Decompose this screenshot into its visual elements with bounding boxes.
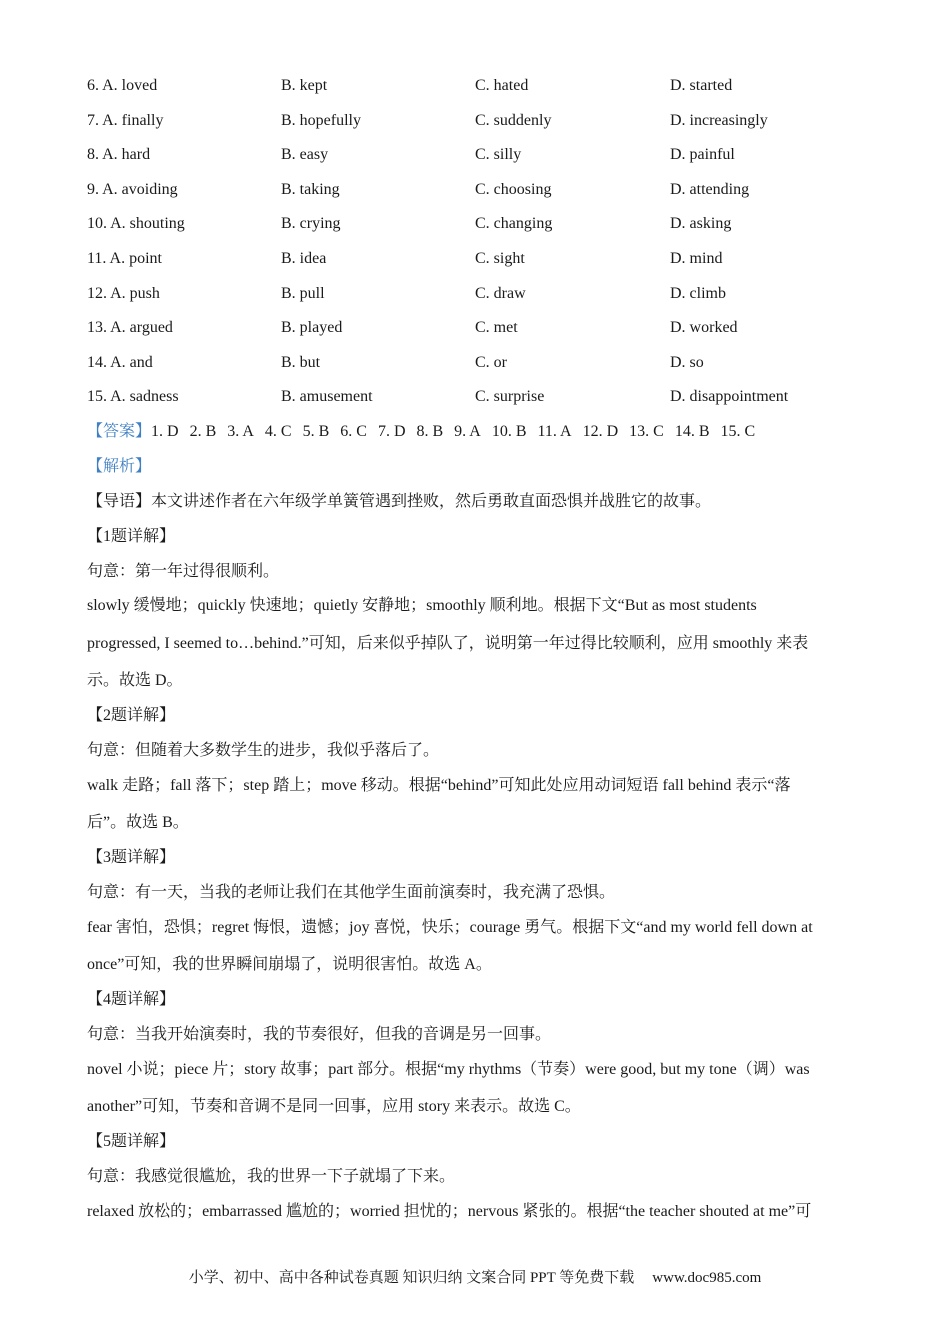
- option-d: D. attending: [670, 180, 750, 198]
- option-a: 15. A. sadness: [87, 388, 179, 406]
- option-a: 9. A. avoiding: [87, 180, 178, 198]
- option-c: C. choosing: [475, 180, 552, 198]
- section-heading: 【2题详解】: [87, 707, 176, 724]
- option-d: D. increasingly: [670, 111, 768, 129]
- option-c: C. surprise: [475, 388, 545, 406]
- text-line: 示。故选 D。: [87, 672, 183, 689]
- option-d: D. climb: [670, 284, 726, 302]
- option-a: 8. A. hard: [87, 146, 151, 164]
- option-b: B. easy: [281, 146, 329, 164]
- option-b: B. idea: [281, 249, 327, 267]
- option-d: D. painful: [670, 146, 735, 164]
- option-b: B. played: [281, 319, 343, 337]
- answer-item: 10. B: [491, 423, 527, 440]
- option-a: 12. A. push: [87, 284, 160, 302]
- answer-item: 9. A: [454, 423, 481, 440]
- option-row: [87, 143, 887, 178]
- option-row: [87, 385, 887, 420]
- text-line: progressed, I seemed to…behind.”可知，后来似乎掉队了，说明第一年过得比较顺利，应用 smoothly 来表: [87, 635, 809, 652]
- text-line: walk 走路；fall 落下；step 踏上；move 移动。根据“behind”可知此处应用动词短语 fall behind 表示“落: [87, 777, 791, 794]
- footer-url[interactable]: www.doc985.com: [652, 1270, 762, 1286]
- option-d: D. asking: [670, 215, 732, 233]
- answer-item: 6. C: [340, 423, 367, 440]
- option-b: B. pull: [281, 284, 325, 302]
- text-line: 句意：我感觉很尴尬，我的世界一下子就塌了下来。: [87, 1168, 456, 1185]
- answer-item: 5. B: [302, 423, 330, 440]
- answer-item: 2. B: [189, 423, 217, 440]
- text-line: once”可知，我的世界瞬间崩塌了，说明很害怕。故选 A。: [87, 956, 492, 973]
- option-b: B. but: [281, 353, 321, 371]
- text-line: 句意：当我开始演奏时，我的节奏很好，但我的音调是另一回事。: [87, 1026, 552, 1043]
- option-c: C. met: [475, 319, 518, 337]
- answer-item: 11. A: [537, 423, 572, 440]
- answer-item: 13. C: [629, 423, 664, 440]
- option-a: 10. A. shouting: [87, 215, 185, 233]
- option-b: B. amusement: [281, 388, 373, 406]
- section-heading: 【4题详解】: [87, 991, 176, 1008]
- option-b: B. hopefully: [281, 111, 361, 129]
- option-d: D. started: [670, 77, 733, 94]
- text-line: 句意：第一年过得很顺利。: [87, 563, 280, 580]
- option-d: D. worked: [670, 319, 738, 337]
- footer-text: 小学、初中、高中各种试卷真题 知识归纳 文案合同 PPT 等免费下载: [188, 1270, 635, 1286]
- answer-item: 12. D: [582, 423, 619, 440]
- option-c: C. hated: [475, 77, 529, 94]
- option-c: C. changing: [475, 215, 553, 233]
- answer-key: [87, 420, 766, 444]
- answer-item: 14. B: [674, 423, 710, 440]
- answer-item: 8. B: [416, 423, 444, 440]
- option-a: 11. A. point: [87, 249, 162, 267]
- text-line: novel 小说；piece 片；story 故事；part 部分。根据“my rhythms（节奏）were good, but my tone（调）was: [87, 1061, 810, 1078]
- option-row: [87, 351, 887, 386]
- option-d: D. disappointment: [670, 388, 789, 406]
- option-d: D. so: [670, 353, 704, 371]
- analysis-label: 【解析】: [87, 458, 152, 475]
- text-line: relaxed 放松的；embarrassed 尴尬的；worried 担忧的；nervous 紧张的。根据“the teacher shouted at me”可: [87, 1203, 812, 1220]
- option-row: [87, 178, 887, 213]
- option-b: B. crying: [281, 215, 341, 233]
- text-line: 句意：但随着大多数学生的进步，我似乎落后了。: [87, 742, 440, 759]
- text-line: 后”。故选 B。: [87, 814, 189, 831]
- option-row: [87, 282, 887, 317]
- option-c: C. or: [475, 353, 507, 371]
- option-row: [87, 247, 887, 282]
- option-a: 6. A. loved: [87, 77, 158, 94]
- text-line: slowly 缓慢地；quickly 快速地；quietly 安静地；smoothly 顺利地。根据下文“But as most students: [87, 597, 757, 614]
- option-row: [87, 316, 887, 351]
- option-row: [87, 212, 887, 247]
- intro-line: 【导语】本文讲述作者在六年级学单簧管遇到挫败，然后勇敢直面恐惧并战胜它的故事。: [87, 493, 712, 510]
- option-d: D. mind: [670, 249, 723, 267]
- option-c: C. sight: [475, 249, 525, 267]
- option-c: C. silly: [475, 146, 522, 164]
- option-a: 13. A. argued: [87, 319, 173, 337]
- answer-item: 15. C: [720, 423, 756, 440]
- text-line: 句意：有一天，当我的老师让我们在其他学生面前演奏时，我充满了恐惧。: [87, 884, 616, 901]
- option-a: 7. A. finally: [87, 111, 164, 129]
- answer-item: 3. A: [227, 423, 254, 440]
- section-heading: 【5题详解】: [87, 1133, 176, 1150]
- section-heading: 【3题详解】: [87, 849, 176, 866]
- option-row: [87, 109, 887, 144]
- text-line: another”可知，节奏和音调不是同一回事，应用 story 来表示。故选 C。: [87, 1098, 581, 1115]
- option-b: B. taking: [281, 180, 340, 198]
- option-b: B. kept: [281, 77, 328, 94]
- text-line: fear 害怕，恐惧；regret 悔恨，遗憾；joy 喜悦，快乐；courage 勇气。根据下文“and my world fell down at: [87, 919, 813, 936]
- answer-label: 【答案】: [87, 423, 152, 440]
- option-row: [87, 74, 887, 109]
- section-heading: 【1题详解】: [87, 528, 176, 545]
- answer-item: 1. D: [151, 423, 179, 440]
- answer-item: 7. D: [377, 423, 406, 440]
- option-c: C. draw: [475, 284, 526, 302]
- options-table: [87, 74, 887, 420]
- option-c: C. suddenly: [475, 111, 552, 129]
- page-footer: [0, 1266, 950, 1290]
- option-a: 14. A. and: [87, 353, 153, 371]
- answer-item: 4. C: [264, 423, 292, 440]
